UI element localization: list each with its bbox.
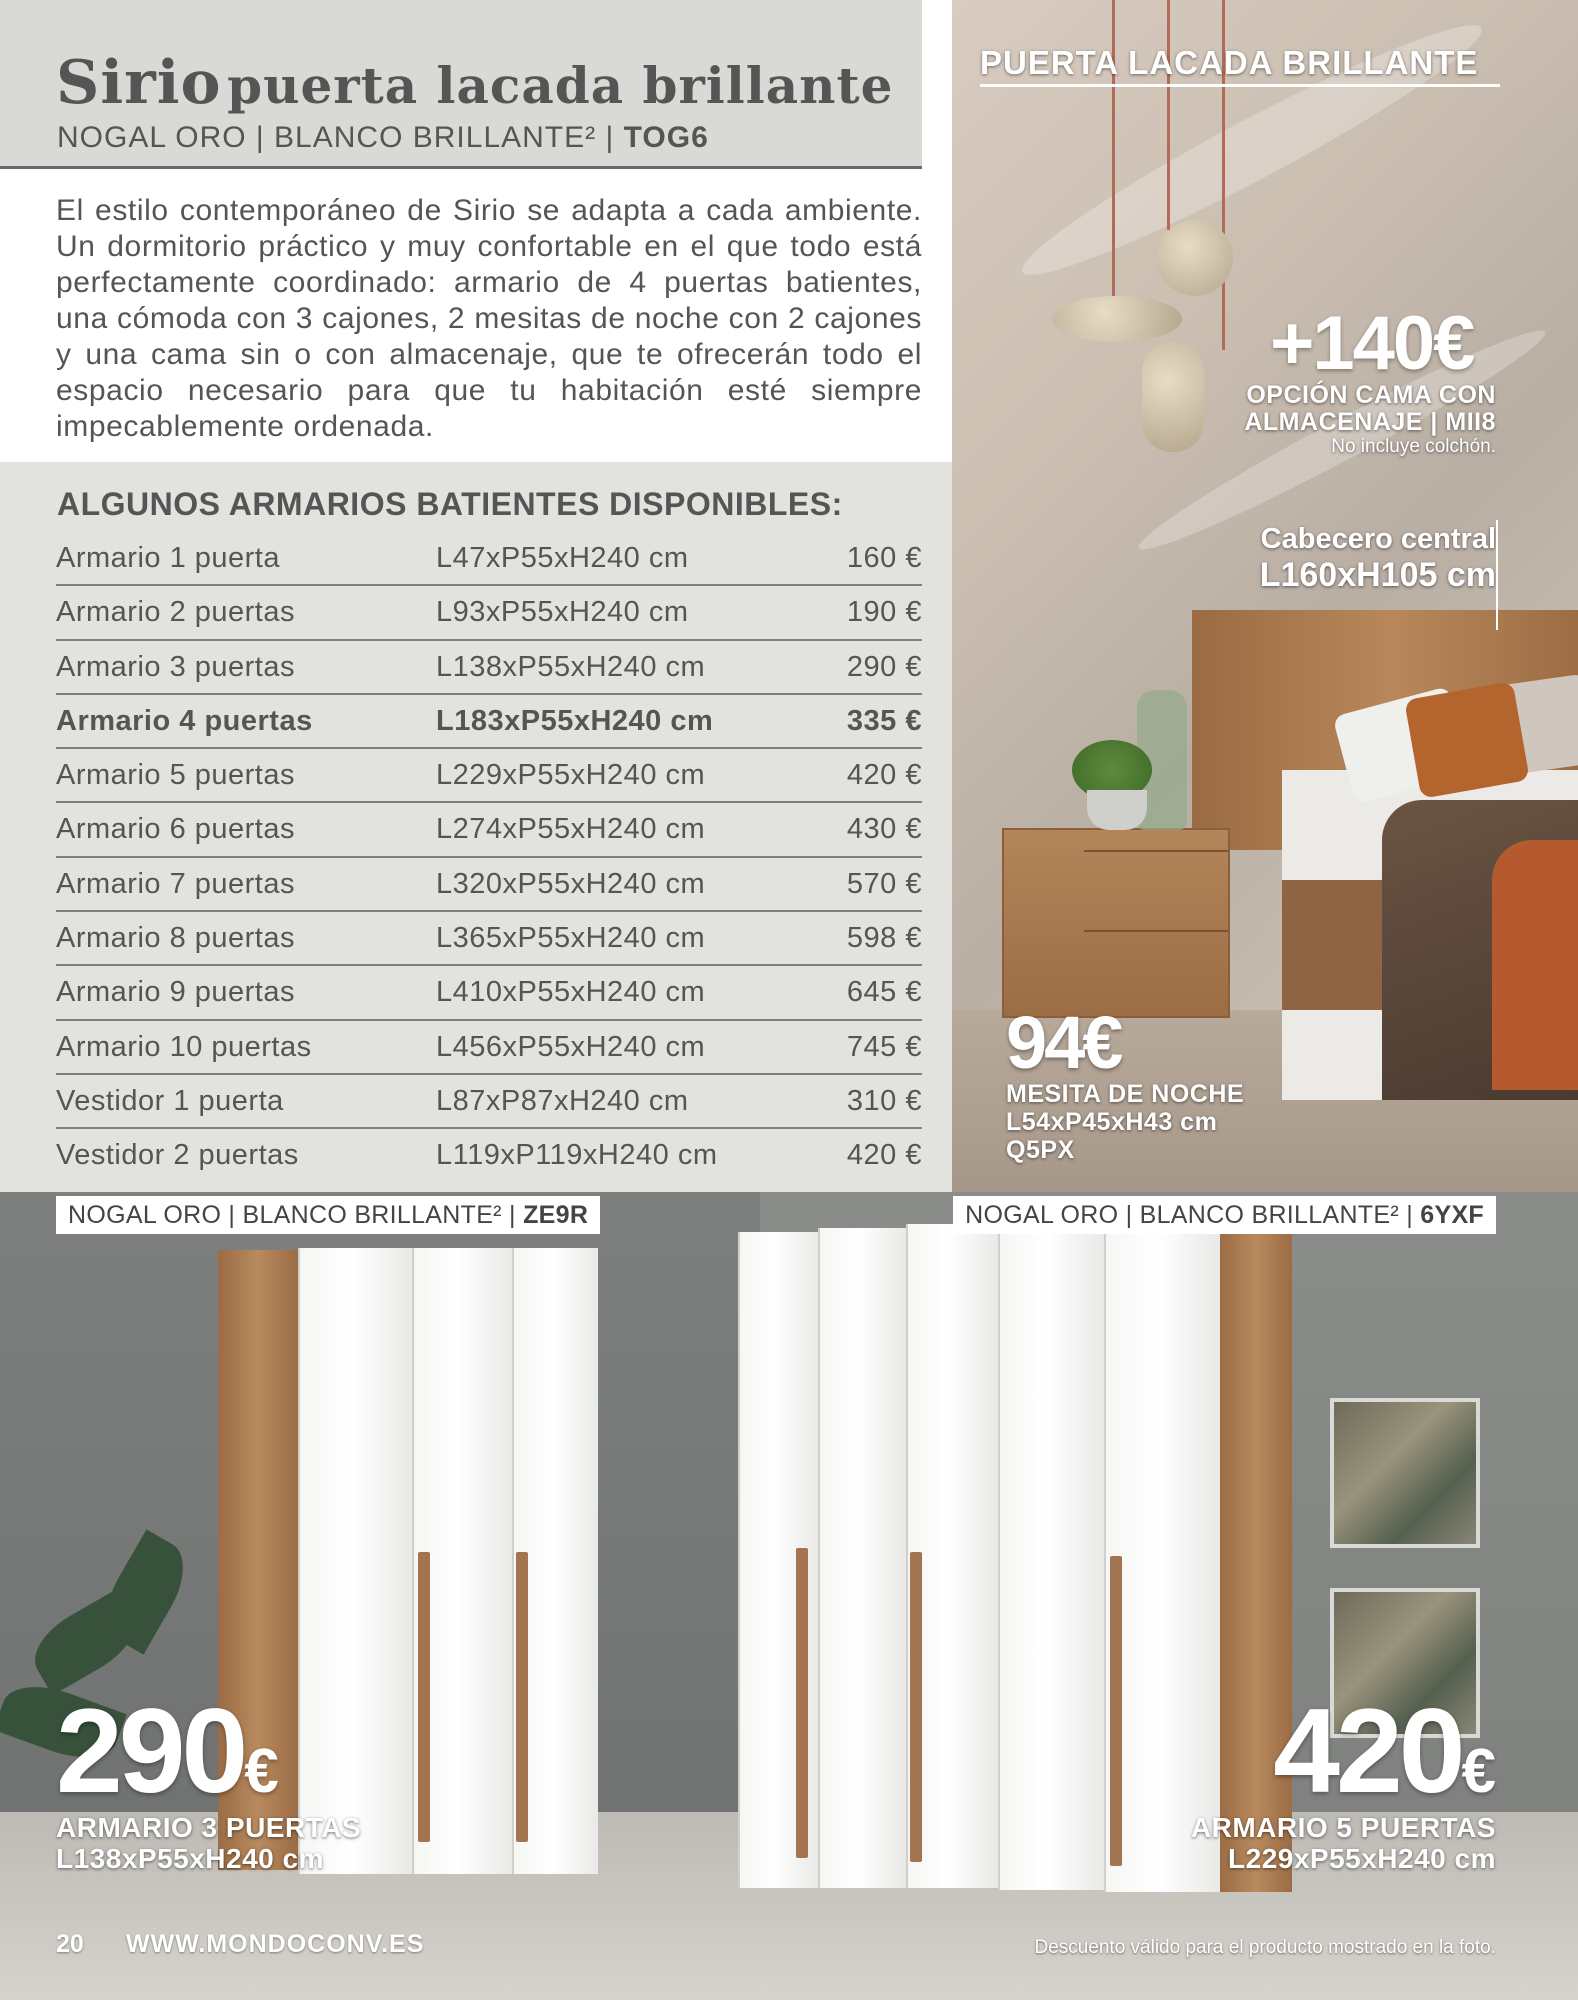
price-currency: €: [1461, 1737, 1496, 1806]
row-price: 335 €: [846, 704, 922, 737]
table-row: [56, 749, 922, 803]
wardrobe-door: [998, 1220, 1104, 1890]
title-model: Sirio: [56, 48, 222, 118]
wardrobe-left-price: [56, 1682, 279, 1820]
wardrobe-left-label: [56, 1812, 361, 1874]
headboard-callout-line: [1496, 520, 1498, 630]
wardrobe-dimensions: L229xP55xH240 cm: [1228, 1843, 1496, 1874]
row-price: 430 €: [846, 813, 922, 846]
pillow: [1404, 681, 1530, 799]
pendant-lamp: [1052, 296, 1182, 342]
row-name: Armario 8 puertas: [56, 922, 295, 955]
discount-note: Descuento válido para el producto mostrado en la foto.: [1034, 1937, 1496, 1958]
row-name: Armario 9 puertas: [56, 976, 295, 1009]
row-dimensions: L456xP55xH240 cm: [436, 1030, 706, 1063]
row-dimensions: L410xP55xH240 cm: [436, 976, 706, 1009]
wardrobe-right-price: [1273, 1682, 1496, 1820]
row-name: Vestidor 1 puerta: [56, 1084, 284, 1117]
nightstand-callout: [1006, 1080, 1244, 1164]
row-name: Armario 4 puertas: [56, 704, 313, 737]
row-price: 190 €: [846, 596, 922, 629]
table-row-highlighted: [56, 695, 922, 749]
table-row: [56, 858, 922, 912]
door-handle: [1110, 1556, 1122, 1866]
blanket: [1492, 840, 1578, 1090]
lamp-cord: [1167, 0, 1170, 230]
row-price: 745 €: [846, 1030, 922, 1063]
subtitle-finishes: NOGAL ORO | BLANCO BRILLANTE² |: [57, 121, 624, 154]
row-name: Armario 6 puertas: [56, 813, 295, 846]
row-dimensions: L229xP55xH240 cm: [436, 759, 706, 792]
row-dimensions: L320xP55xH240 cm: [436, 867, 706, 900]
storage-option-line1: OPCIÓN CAMA CON: [1246, 381, 1496, 409]
door-handle: [418, 1552, 430, 1842]
wardrobe-right-tag: [953, 1196, 1496, 1234]
plant-pot: [1087, 790, 1147, 830]
wardrobe-name: ARMARIO 3 PUERTAS: [56, 1812, 362, 1843]
table-row: [56, 1021, 922, 1075]
row-name: Armario 7 puertas: [56, 867, 295, 900]
wardrobe-dimensions: L138xP55xH240 cm: [56, 1843, 324, 1874]
wardrobe-door: [298, 1248, 412, 1874]
row-dimensions: L274xP55xH240 cm: [436, 813, 706, 846]
row-name: Vestidor 2 puertas: [56, 1139, 299, 1172]
row-name: Armario 2 puertas: [56, 596, 295, 629]
row-price: 598 €: [846, 922, 922, 955]
tag-code: ZE9R: [523, 1201, 589, 1229]
price-number: 290: [56, 1684, 245, 1818]
row-price: 570 €: [846, 867, 922, 900]
title-divider: [0, 166, 922, 169]
wall-art: [1330, 1398, 1480, 1548]
headboard-label: Cabecero central: [1260, 523, 1496, 555]
row-name: Armario 1 puerta: [56, 542, 280, 574]
row-name: Armario 5 puertas: [56, 759, 295, 792]
drawer-line: [1084, 930, 1228, 932]
headboard-callout: [1260, 522, 1496, 594]
wardrobe-left-tag: [56, 1196, 600, 1234]
storage-option-price: +140€: [1270, 301, 1474, 386]
storage-option-note: No incluye colchón.: [1331, 436, 1496, 457]
finish-badge: PUERTA LACADA BRILLANTE: [980, 44, 1479, 81]
row-price: 160 €: [846, 542, 922, 574]
door-handle: [910, 1552, 922, 1862]
storage-option-line2: ALMACENAJE | MII8: [1244, 408, 1496, 436]
row-price: 420 €: [846, 1139, 922, 1172]
intro-paragraph: El estilo contemporáneo de Sirio se adapta a cada ambiente. Un dormitorio práctico y muy confortable en el que todo está perfectamente coordinado: armario de 4 puertas batientes, una cómoda con 3 cajones, 2 mesitas de noche con 2 cajones y una cama sin o con almacenaje, que te ofrecerán todo el espacio necesario para que tu habitación esté siempre impecablemente ordenada.: [56, 194, 922, 443]
table-row: [56, 912, 922, 966]
wardrobe-door: [818, 1228, 906, 1888]
tag-finishes: NOGAL ORO | BLANCO BRILLANTE² |: [68, 1201, 524, 1229]
nightstand: [1002, 828, 1230, 1018]
row-dimensions: L183xP55xH240 cm: [436, 704, 714, 737]
row-dimensions: L365xP55xH240 cm: [436, 922, 706, 955]
storage-option-text: [1244, 382, 1496, 458]
door-handle: [516, 1552, 528, 1842]
finish-badge-underline: [980, 84, 1500, 87]
drawer-line: [1084, 850, 1228, 852]
wardrobe-name: ARMARIO 5 PUERTAS: [1190, 1812, 1496, 1843]
row-price: 310 €: [846, 1084, 922, 1117]
row-dimensions: L47xP55xH240 cm: [436, 542, 689, 574]
row-price: 290 €: [846, 650, 922, 683]
nightstand-price: 94€: [1006, 1001, 1121, 1084]
table-row: [56, 1129, 922, 1183]
row-name: Armario 10 puertas: [56, 1030, 312, 1063]
table-row: [56, 966, 922, 1020]
headboard-dimensions: L160xH105 cm: [1259, 556, 1496, 594]
row-price: 645 €: [846, 976, 922, 1009]
price-currency: €: [244, 1737, 279, 1806]
subtitle-code: TOG6: [623, 121, 709, 154]
row-dimensions: L87xP87xH240 cm: [436, 1084, 689, 1117]
row-dimensions: L138xP55xH240 cm: [436, 650, 706, 683]
pendant-lamp: [1157, 220, 1233, 296]
page-title: [56, 48, 893, 118]
table-row: [56, 1075, 922, 1129]
row-name: Armario 3 puertas: [56, 650, 295, 683]
wardrobe-table-title: ALGUNOS ARMARIOS BATIENTES DISPONIBLES:: [57, 486, 843, 522]
tag-code: 6YXF: [1420, 1201, 1484, 1229]
nightstand-code: Q5PX: [1006, 1136, 1075, 1164]
nightstand-dimensions: L54xP45xH43 cm: [1006, 1108, 1218, 1136]
page-subtitle: [57, 121, 709, 155]
door-handle: [796, 1548, 808, 1858]
row-price: 420 €: [846, 759, 922, 792]
tag-finishes: NOGAL ORO | BLANCO BRILLANTE² |: [965, 1201, 1421, 1229]
title-description: puerta lacada brillante: [227, 56, 894, 115]
wardrobes-photo: [0, 1192, 1578, 2000]
table-row: [56, 803, 922, 857]
table-row: [56, 586, 922, 640]
row-dimensions: L93xP55xH240 cm: [436, 596, 689, 629]
wardrobe-table: [56, 532, 922, 1184]
row-dimensions: L119xP119xH240 cm: [436, 1139, 718, 1172]
table-row: [56, 641, 922, 695]
price-number: 420: [1273, 1684, 1462, 1818]
pendant-lamp: [1142, 342, 1204, 452]
nightstand-label: MESITA DE NOCHE: [1006, 1080, 1245, 1108]
wardrobe-right-label: [1191, 1812, 1496, 1874]
page-number: 20: [56, 1930, 84, 1958]
website-link[interactable]: WWW.MONDOCONV.ES: [126, 1930, 425, 1958]
table-row: [56, 532, 922, 586]
